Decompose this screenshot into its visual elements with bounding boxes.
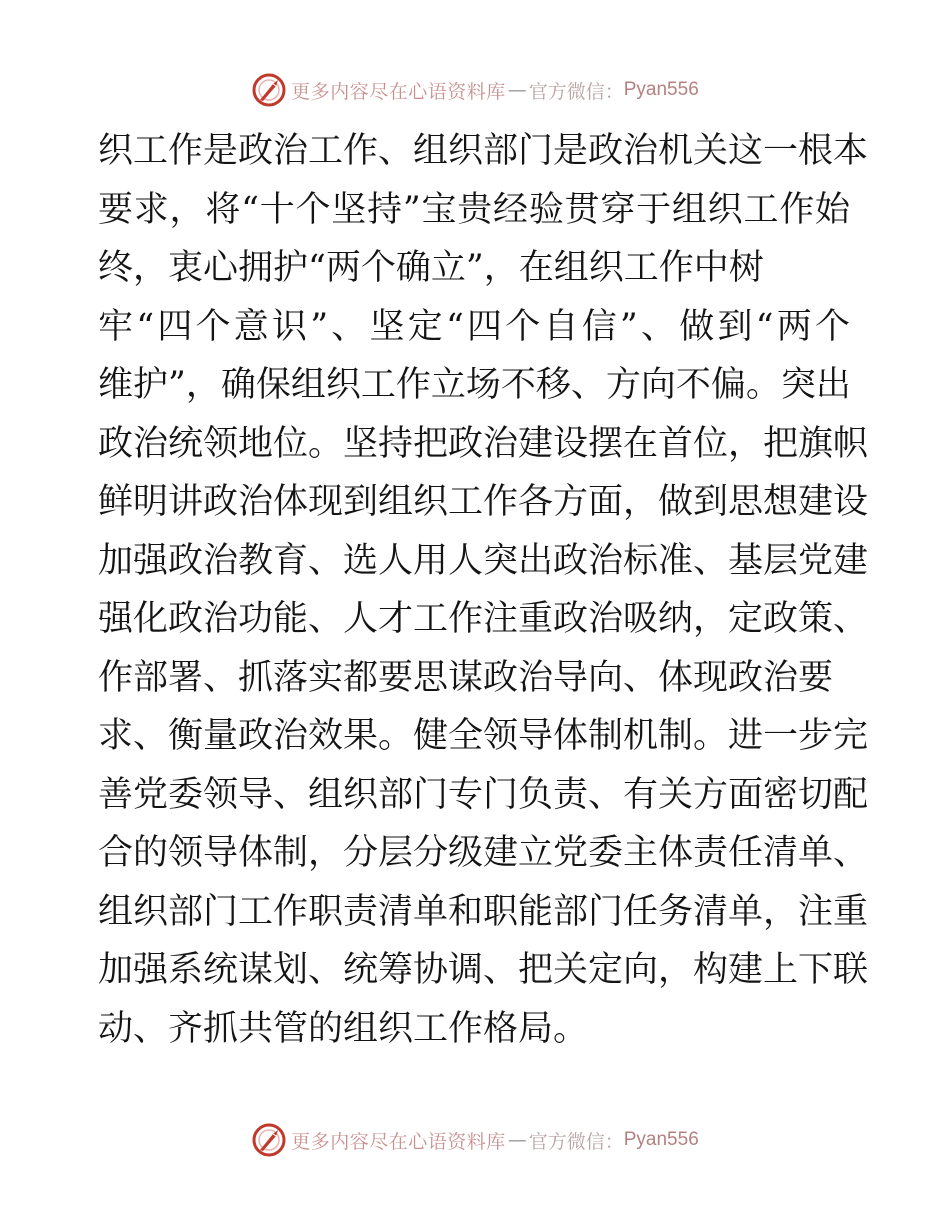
paragraph-line: 强化政治功能、人才工作注重政治吸纳，定政策、: [98, 599, 869, 639]
banner-dash: —: [507, 79, 527, 101]
paragraph-line: 加强系统谋划、统筹协调、把关定向，构建上下联: [98, 950, 869, 990]
document-body: [98, 122, 869, 1058]
paragraph-line: 织工作是政治工作、组织部门是政治机关这一根本: [98, 131, 869, 171]
paragraph-line: 终，衷心拥护“两个确立”，在组织工作中树: [98, 248, 764, 288]
paragraph-line: 鲜明讲政治体现到组织工作各方面，做到思想建设: [98, 482, 869, 522]
banner-dash: —: [507, 1129, 527, 1151]
header-watermark-banner: [0, 70, 950, 110]
paragraph-line: 动、齐抓共管的组织工作格局。: [98, 1008, 589, 1049]
quill-logo-icon: [251, 72, 287, 108]
paragraph-line: 合的领导体制，分层分级建立党委主体责任清单、: [98, 833, 869, 873]
paragraph-line: 要求，将“十个坚持”宝贵经验贯穿于组织工作始: [98, 189, 850, 230]
footer-watermark-banner: [0, 1120, 950, 1160]
quill-logo-icon: [251, 1122, 287, 1158]
paragraph-line: 作部署、抓落实都要思谋政治导向、体现政治要: [98, 657, 834, 698]
paragraph-line: 维护”，确保组织工作立场不移、方向不偏。突出: [98, 365, 851, 405]
banner-wechat-id: Pyan556: [623, 79, 699, 100]
paragraph-line: 政治统领地位。坚持把政治建设摆在首位，把旗帜: [98, 423, 869, 464]
paragraph-line: 加强政治教育、选人用人突出政治标准、基层党建: [98, 540, 869, 581]
banner-official-label: 官方微信：: [528, 1130, 624, 1153]
paragraph-line: 善党委领导、组织部门专门负责、有关方面密切配: [98, 774, 869, 815]
paragraph-line: 求、衡量政治效果。健全领导体制机制。进一步完: [98, 716, 869, 756]
banner-official-label: 官方微信：: [528, 80, 624, 103]
banner-main-text: 更多内容尽在心语资料库: [291, 80, 506, 103]
banner-wechat-id: Pyan556: [623, 1129, 699, 1150]
banner-main-text: 更多内容尽在心语资料库: [291, 1130, 506, 1153]
paragraph-line: 牢“四个意识”、坚定“四个自信”、做到“两个: [98, 306, 850, 347]
paragraph-line: 组织部门工作职责清单和职能部门任务清单，注重: [98, 891, 869, 932]
